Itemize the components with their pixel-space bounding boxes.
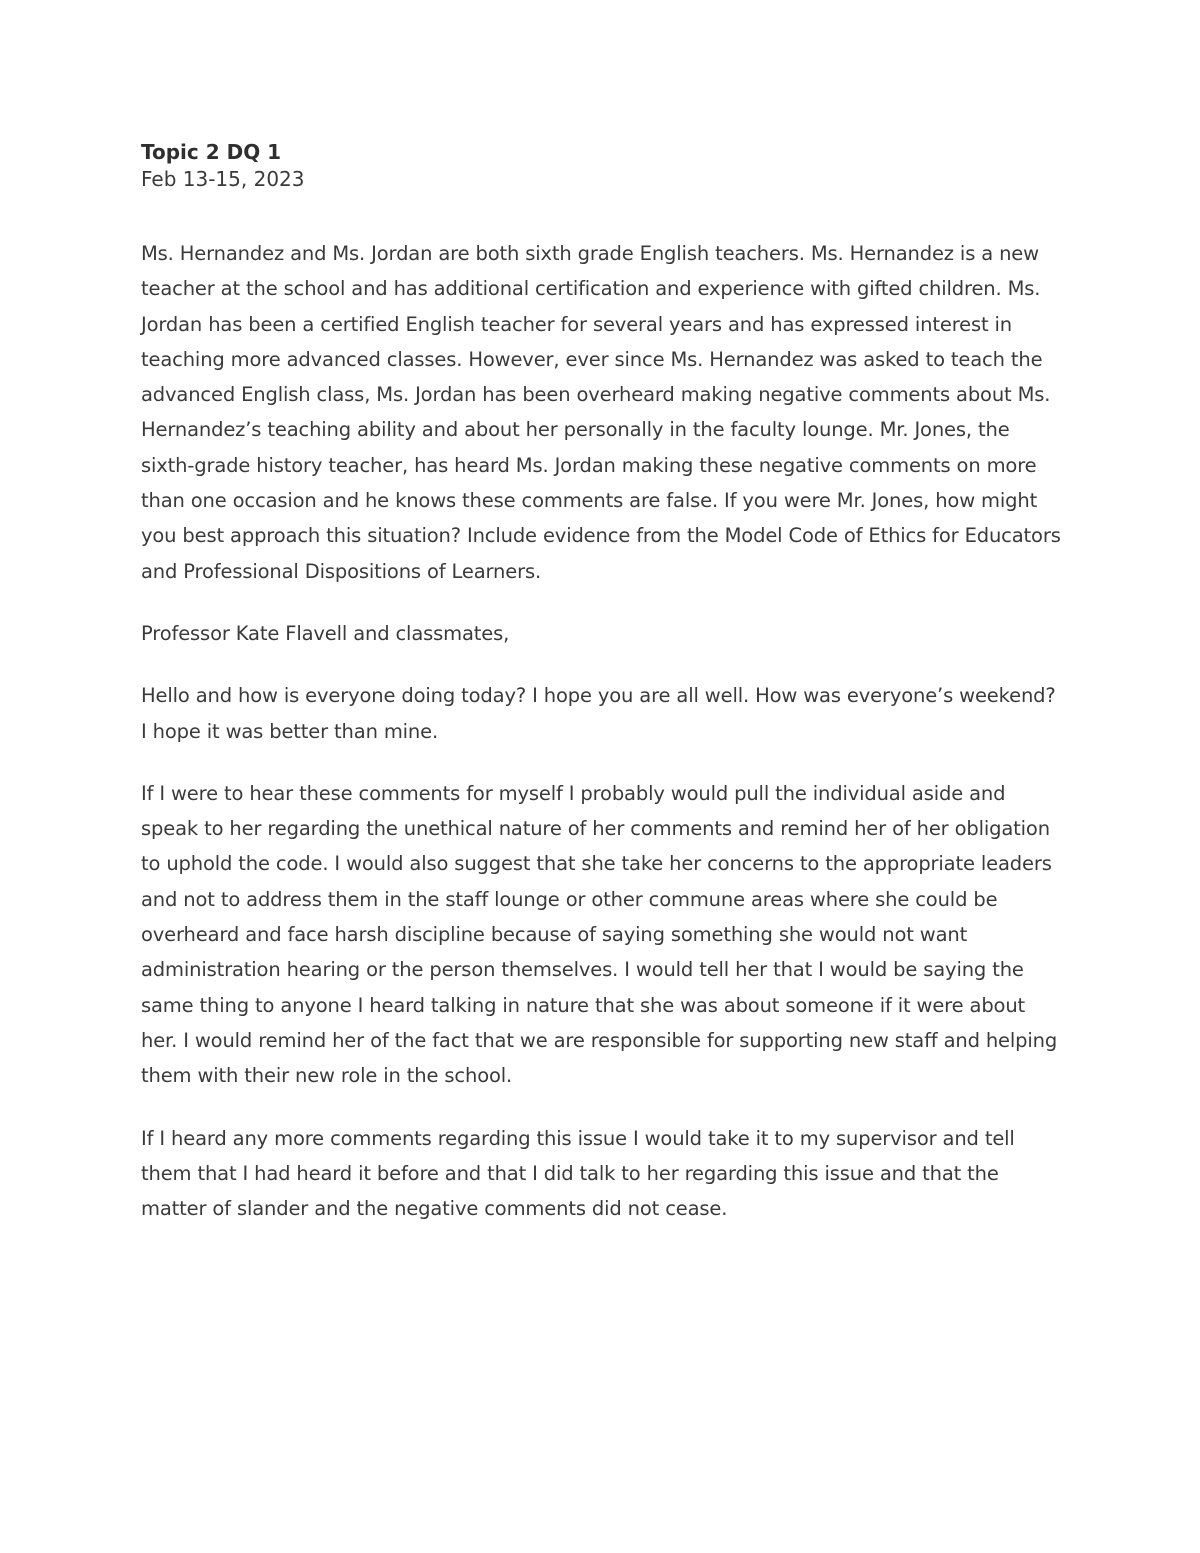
prompt-paragraph: Ms. Hernandez and Ms. Jordan are both sixth grade English teachers. Ms. Hernandez is a new teacher at the school and has additional certification and experience with gifted children. Ms. Jordan has been a certified English teacher for several years and has expressed interest in teaching more advanced classes. However, ever since Ms. Hernandez was asked to teach the advanced English class, Ms. Jordan has been overheard making negative comments about Ms. Hernandez’s teaching ability and about her personally in the faculty lounge. Mr. Jones, the sixth-grade history teacher, has heard Ms. Jordan making these negative comments on more than one occasion and he knows these comments are false. If you were Mr. Jones, how might you best approach this situation? Include evidence from the Model Code of Ethics for Educators and Professional Dispositions of Learners.: [141, 242, 1061, 583]
document-page: [141, 138, 1066, 1226]
greeting-paragraph: Professor Kate Flavell and classmates,: [141, 621, 510, 645]
response-paragraph-2: If I heard any more comments regarding this issue I would take it to my supervisor and tell them that I had heard it before and that I did talk to her regarding this issue and that the matter of slander and the negative comments did not cease.: [141, 1126, 1015, 1221]
hello-paragraph: Hello and how is everyone doing today? I hope you are all well. How was everyone’s weekend? I hope it was better than mine.: [141, 684, 1056, 743]
document-date: Feb 13-15, 2023: [141, 167, 305, 191]
response-paragraph-1: If I were to hear these comments for myself I probably would pull the individual aside and speak to her regarding the unethical nature of her comments and remind her of her obligation to uphold the code. I would also suggest that she take her concerns to the appropriate leaders and not to address them in the staff lounge or other commune areas where she could be overheard and face harsh discipline because of saying something she would not want administration hearing or the person themselves. I would tell her that I would be saying the same thing to anyone I heard talking in nature that she was about someone if it were about her. I would remind her of the fact that we are responsible for supporting new staff and helping them with their new role in the school.: [141, 781, 1058, 1088]
document-title: Topic 2 DQ 1: [141, 140, 282, 164]
